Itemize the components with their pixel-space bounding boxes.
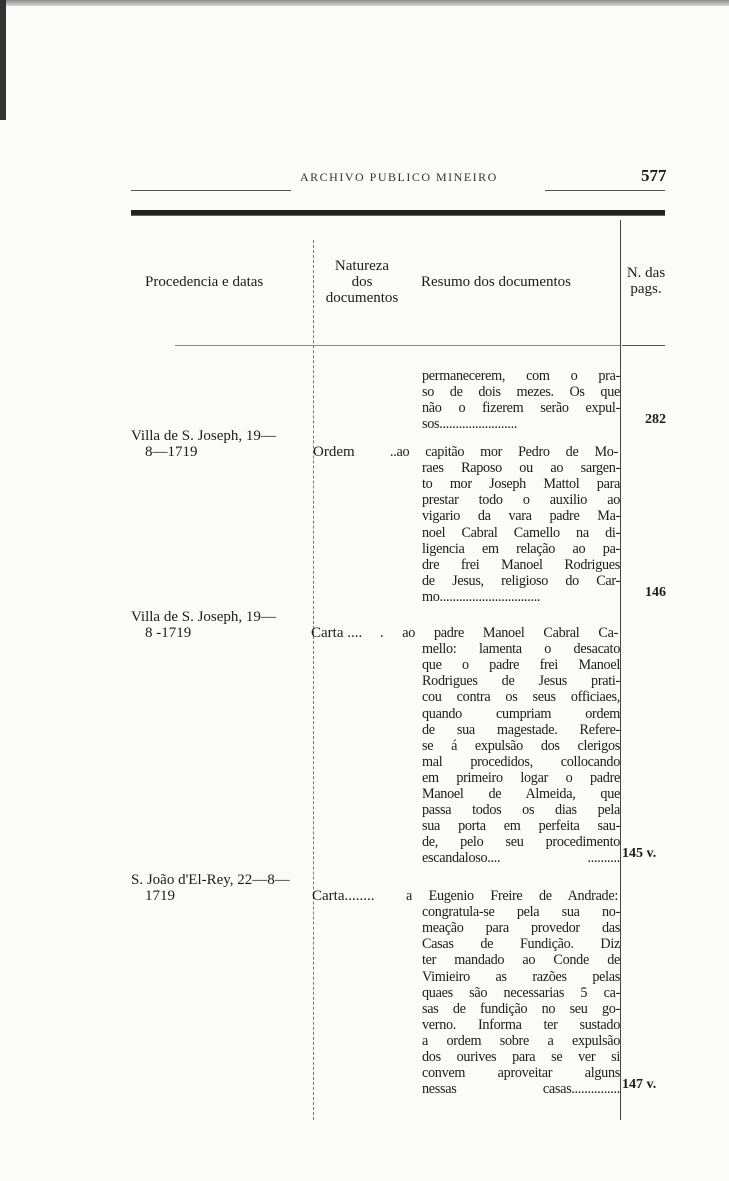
resumo-line: convem aproveitar alguns [422, 1065, 620, 1082]
procedencia-line: 8—1719 [145, 444, 198, 460]
resumo-line: vigario da vara padre Ma- [422, 508, 620, 525]
page-number: 577 [641, 166, 667, 185]
running-title: ARCHIVO PUBLICO MINEIRO [300, 170, 498, 184]
natureza-cell: Carta........ [312, 888, 375, 904]
resumo-line: permanecerem, com o pra- [422, 368, 620, 384]
header-rule-right [545, 190, 665, 191]
resumo-line: que o padre frei Manoel [422, 657, 620, 674]
header-rule-left [131, 190, 291, 191]
resumo-line: noel Cabral Camello na di- [422, 524, 620, 541]
resumo-line: escandaloso.... .......... [422, 850, 620, 867]
resumo-line: so de dois mezes. Os que [422, 384, 620, 401]
resumo-line: ..ao capitão mor Pedro de Mo- [390, 444, 618, 460]
resumo-line: a Eugenio Freire de Andrade: [406, 888, 618, 904]
resumo-line: ter mandado ao Conde de [422, 952, 620, 969]
natureza-line: Natureza [334, 258, 390, 274]
procedencia-line: Villa de S. Joseph, 19— [131, 428, 276, 444]
procedencia-line: 8 -1719 [145, 625, 192, 641]
resumo-line: quando cumpriam ordem [422, 705, 620, 722]
table-top-rule [131, 210, 665, 216]
resumo-line: de sua magestade. Refere- [422, 721, 620, 738]
resumo-line: nessas casas............... [422, 1081, 620, 1098]
resumo-line: to mor Joseph Mattol para [422, 476, 620, 493]
resumo-line: congratula-se pela sua no- [422, 904, 620, 921]
column-divider-pags [620, 220, 621, 1120]
column-divider-natureza [313, 240, 315, 1120]
resumo-line: não o fizerem serão expul- [422, 400, 620, 417]
resumo-line: Vimieiro as razões pelas [422, 968, 620, 985]
resumo-line: Manoel de Almeida, que [422, 786, 620, 802]
resumo-line: dos ourives para se ver si [422, 1049, 620, 1065]
column-header-resumo: Resumo dos documentos [421, 274, 571, 290]
resumo-line: quaes são necessarias 5 ca- [422, 984, 620, 1001]
resumo-line: se á expulsão dos clerigos [422, 737, 620, 754]
natureza-cell: Ordem [313, 444, 355, 460]
page-reference: 145 v. [622, 846, 657, 862]
resumo-line: meação para provedor das [422, 920, 620, 937]
column-header-natureza [314, 258, 410, 306]
procedencia-line: Villa de S. Joseph, 19— [131, 609, 276, 625]
pags-line: N. das [626, 265, 666, 281]
resumo-line: passa todos os dias pela [422, 802, 620, 819]
resumo-line: em primeiro logar o padre [422, 769, 620, 786]
procedencia-line: 1719 [145, 888, 175, 904]
resumo-line: de, pelo seu procedimento [422, 834, 620, 851]
scan-edge-top [0, 0, 729, 6]
resumo-line: ligencia em relação ao pa- [422, 540, 620, 557]
column-header-procedencia: Procedencia e datas [145, 274, 264, 290]
page-reference: 147 v. [622, 1077, 657, 1093]
resumo-line: sos........................ [422, 416, 518, 433]
natureza-line: documentos [325, 290, 399, 306]
page-reference: 282 [645, 412, 666, 427]
header-bottom-rule-pags [622, 345, 665, 346]
scan-edge-left [0, 0, 6, 120]
resumo-line: a ordem sobre a expulsão [422, 1032, 620, 1049]
resumo-line: sua porta em perfeita sau- [422, 818, 620, 835]
resumo-line: mal procedidos, collocando [422, 753, 620, 770]
resumo-line: raes Raposo ou ao sargen- [422, 460, 620, 477]
pags-line: pags. [630, 281, 662, 297]
natureza-line: dos [351, 274, 373, 290]
resumo-line: cou contra os seus officiaes, [422, 689, 620, 706]
resumo-line: verno. Informa ter sustado [422, 1016, 620, 1033]
page-reference: 146 [645, 584, 666, 600]
resumo-line: prestar todo o auxilio ao [422, 492, 620, 509]
resumo-line: mo............................... [422, 588, 541, 605]
procedencia-line: S. João d'El-Rey, 22—8— [131, 872, 290, 888]
resumo-line: dre frei Manoel Rodrigues [422, 556, 620, 573]
header-bottom-rule [175, 345, 620, 346]
column-header-pags [622, 265, 670, 297]
resumo-line: Rodrigues de Jesus prati- [422, 673, 620, 690]
natureza-cell: Carta .... [311, 625, 363, 641]
resumo-line: mello: lamenta o desacato [422, 641, 620, 658]
resumo-line: Casas de Fundição. Diz [422, 936, 620, 953]
resumo-line: sas de fundição no seu go- [422, 1000, 620, 1017]
resumo-line: . ao padre Manoel Cabral Ca- [380, 625, 618, 641]
resumo-line: de Jesus, religioso do Car- [422, 572, 620, 589]
